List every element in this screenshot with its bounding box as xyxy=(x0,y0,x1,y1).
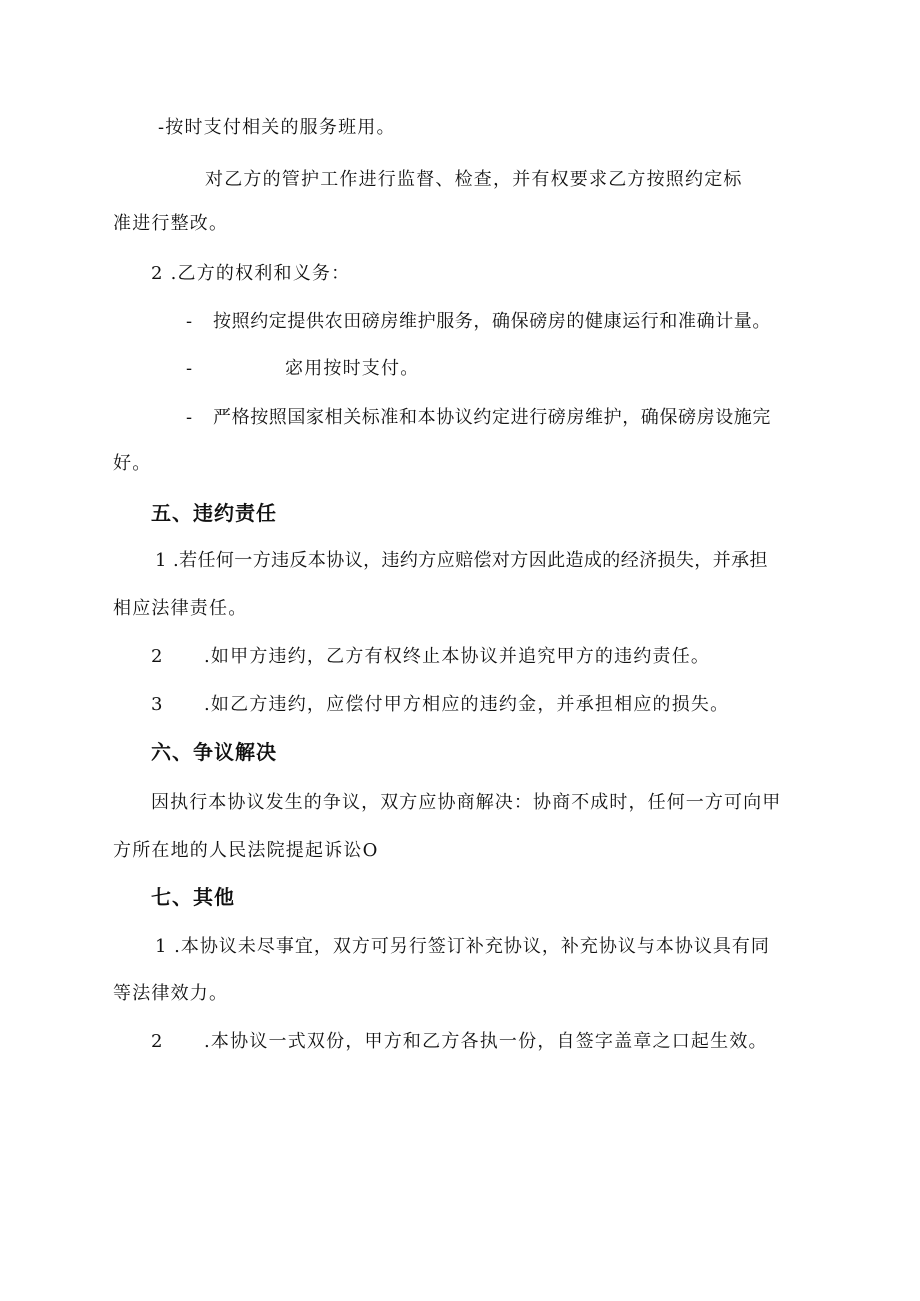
party-b-rights-title: 2 .乙方的权利和义务： xyxy=(151,263,351,284)
party-b-item-3-text: 严格按照国家相关标准和本协议约定进行磅房维护，确保磅房设施完 xyxy=(213,407,771,428)
party-a-duty-supervise-line2: 准进行整改。 xyxy=(113,213,229,234)
section-5-item-2-num: 2 xyxy=(151,646,164,667)
party-b-item-1-text: 按照约定提供农田磅房维护服务，确保磅房的健康运行和准确计量。 xyxy=(213,311,771,332)
party-b-item-2-text: 宓用按时支付。 xyxy=(285,358,420,379)
section-6-line1: 因执行本协议发生的争议，双方应协商解决：协商不成时，任何一方可向甲 xyxy=(151,792,782,813)
section-7-item-1-line2: 等法律效力。 xyxy=(113,983,229,1004)
section-7-item-2-text: .本协议一式双份，甲方和乙方各执一份，自签字盖章之口起生效。 xyxy=(204,1031,768,1052)
section-5-item-1-line1: 1 .若任何一方违反本协议，违约方应赔偿对方因此造成的经济损失，并承担 xyxy=(155,550,768,571)
section-7-item-2-num: 2 xyxy=(151,1031,164,1052)
party-b-item-3-dash: - xyxy=(186,407,194,428)
section-5-title: 五、违约责任 xyxy=(151,501,277,525)
section-5-item-3-text: .如乙方违约，应偿付甲方相应的违约金，并承担相应的损失。 xyxy=(204,694,730,715)
section-6-title: 六、争议解决 xyxy=(151,740,277,764)
section-5-item-2-text: .如甲方违约，乙方有权终止本协议并追究甲方的违约责任。 xyxy=(204,646,711,667)
party-b-item-1-dash: - xyxy=(186,311,194,332)
party-b-item-3-cont: 好。 xyxy=(113,453,152,474)
section-5-item-1-line2: 相应法律责任。 xyxy=(113,598,248,619)
party-a-duty-pay: -按时支付相关的服务班用。 xyxy=(158,117,396,138)
section-7-item-1-line1: 1 .本协议未尽事宜，双方可另行签订补充协议，补充协议与本协议具有同 xyxy=(155,936,770,957)
party-b-item-2-dash: - xyxy=(186,358,194,379)
party-a-duty-supervise-line1: 对乙方的管护工作进行监督、检查，并有权要求乙方按照约定标 xyxy=(205,169,743,190)
section-5-item-3-num: 3 xyxy=(151,694,164,715)
section-7-title: 七、其他 xyxy=(151,885,235,909)
section-6-line2: 方所在地的人民法院提起诉讼O xyxy=(113,840,379,861)
